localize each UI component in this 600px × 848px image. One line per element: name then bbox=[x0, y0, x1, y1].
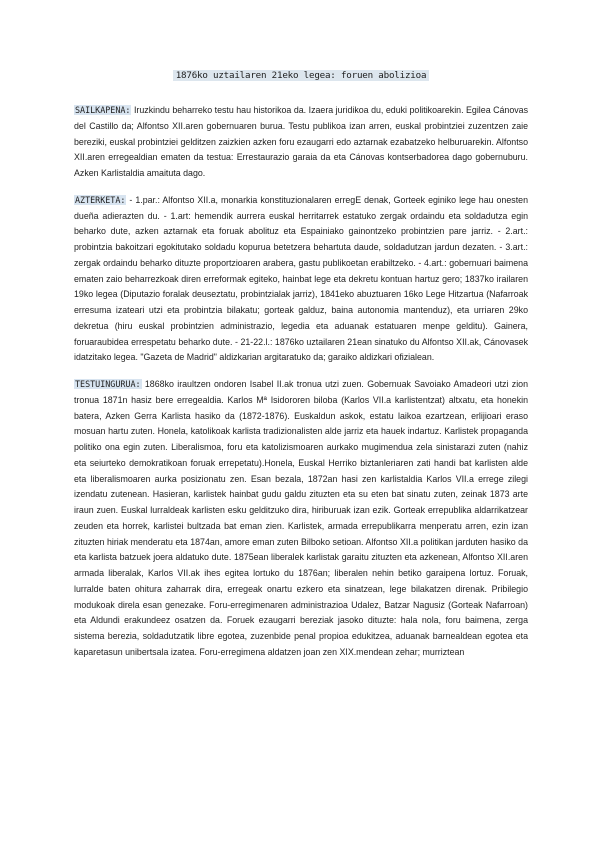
document-page bbox=[74, 70, 528, 672]
document-title bbox=[74, 70, 528, 81]
section-text: - 1.par.: Alfontso XII.a, monarkia konstituzionalaren erregE denak, Gorteek eginiko lege hau onesten dueña adierazten du. - 1.art: hemendik aurrera euskal herritarrek estatuko zergak ordaindu eta soldadutza egin beharko dute, azken aztarnak eta foruak abolituz eta Espainiako gainontzeko probintzien pare jarriz. - 2.art.: probintzia bakoitzari egokitutako soldadu kopurua betetzera behartuta daude, soldadutzan jardun dezaten. - 3.art.: zergak ordaindu beharko dituzte proportzioaren arabera, gastu publikoetan erabiltzeko. - 4.art.: gobernuari baimena ematen zaio beharrezkoak diren erreformak egiteko, hainbat lege eta dekretu kontuan hartuz gero; 1837ko irailaren 19ko legea (Diputazio foralak deuseztatu, probintzialak jarriz), 1841eko abuztuaren 16ko Lege Hitzartua (Nafarroak erresuma izateari utzi eta probintzia bilakatu; gorteak galduz, baina autonomia mantenduz), eta urriaren 29ko dekretua (hiru euskal probintzien administrazio, legedia eta aduanak estatuaren menpe gelditu). Gainera, foruaraubidea errespetatu beharko dute. - 21-22.l.: 1876ko uztailaren 21ean sinatuko du Alfontso XII.ak, Cánovasek idatzitako legea. "Gazeta de Madrid" aldizkarian argitaratuko da; garaiko aldizkari ofizialean. bbox=[74, 194, 528, 363]
section-testuingurua bbox=[74, 377, 528, 661]
section-label: AZTERKETA: bbox=[75, 194, 126, 205]
section-label: TESTUINGURUA: bbox=[75, 379, 141, 389]
title-text: 1876ko uztailaren 21eko legea: foruen abolizioa bbox=[173, 70, 430, 81]
section-azterketa bbox=[74, 193, 528, 366]
section-label: SAILKAPENA: bbox=[75, 105, 131, 115]
section-sailkapena bbox=[74, 103, 528, 182]
section-text: Iruzkindu beharreko testu hau historikoa da. Izaera juridikoa du, eduki politikoarekin. Egilea Cánovas del Castillo da; Alfontso XII.aren gobernuaren burua. Testu publikoa izan arren, euskal probintziei zuzentzen zaie bereziki, euskal probintziei gelditzen zaizkien azken foru ezaugarri edo aztarnak ezabatzeko helburuarekin. Alfontso XII.aren erregealdian ematen da testua: Errestaurazio garaia da eta Cánovas kontserbadorea dago gobernuburu. Azken Karlistaldia amaituta dago. bbox=[74, 105, 528, 178]
section-text: 1868ko iraultzen ondoren Isabel II.ak tronua utzi zuen. Gobernuak Savoiako Amadeori utzi zion tronua 1871n hasiz bere erregealdia. Karlos Mª Isidororen biloba (Karlos VII.a karlistentzat) altxatu, eta honekin batera, Azken Gerra Karlista hasiko da (1872-1876). Euskaldun askok, estatu laikoa ezartzean, erlijioari eraso mosuan hartu zuten. Honela, katolikoak karlista tradizionalisten alde jarriz eta hauek indartuz. Karlistek propaganda politiko ona egin zuten. Liberalismoa, foru eta katolizismoaren aurkako mugimendua zela sinistarazi zuten (nahiz eta seiurteko demokratikoan foruak errepetatu).Honela, Euskal Herriko biztanleriaren zati handi bat karlisten alde eta liberalismoaren aurka posizionatu zen. Esan bezala, 1872an hasi zen karlistaldia Karlos VII.a errege zilegi izendatu zutenean. Hasieran, karlistek hainbat gudu galdu zituzten eta su eten bat sinatu zuten, zeinak 1873 arte iraun zuen. Euskal lurraldeak karlisten esku gelditzuko dira, hiriburuak izan ezik. Gorteak errepublika aldarrikatzear zeuden eta horrek, karlistei bultzada bat eman zien. Karlistek, armada errepublikarra menperatu arren, ezin izan zituzten hiriak menderatu eta 1874an, amore eman zuten Bilboko setioan. Alfontso XII.a politikan jarduten hasiko da eta karlista batzuek joera aldatuko dute. 1875ean liberalek karlistak garaitu zituzten eta azkenean, Alfontso XII.aren armada liberalak, Karlos VII.ak ihes egitea lortuko du 1876an; liberalen nehin betiko garaipena lortuz. Foruak, lurralde baten ohitura zaharrak dira, erregeak onartu ezkero eta sinatzean, lege bilakatzen direnak. Pribilegio modukoak direla esan genezake. Foru-erregimenaren administrazioa Udalez, Batzar Nagusiz (Gorteak Nafarroan) eta Aldundi erakundeez osatzen da. Foruek ezaugarri bereziak jasoko dituzte: hala nola, foru baimena, zerga sistema berezia, soldadutzatik libre egotea, zuzenbide penal propioa edukitzea, aduanak barnealdean egotea eta kaparetasun unibertsala izatea. Foru-erregimena aldatzen joan zen XIX.mendean zehar; murriztean bbox=[74, 379, 528, 657]
